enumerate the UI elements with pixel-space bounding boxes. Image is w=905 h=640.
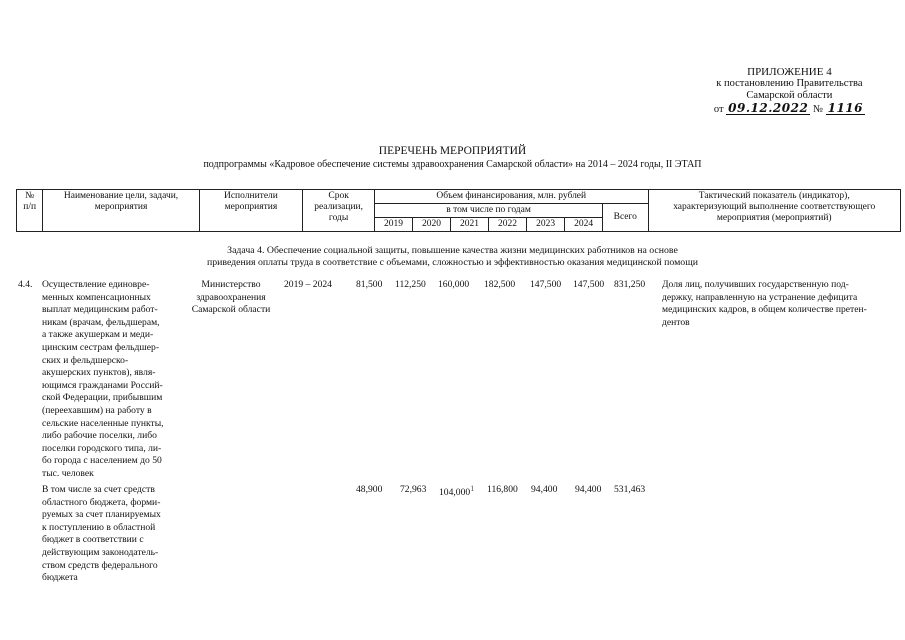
row-44-name-line: (переехавшим) на работу в	[42, 404, 152, 416]
sub-row-name	[42, 484, 181, 585]
row-44-name-line: ской Федерации, прибывшим	[42, 392, 163, 404]
sub-value-2019: 48,900	[356, 484, 383, 495]
indicator-line: держку, направленную на устранение дефицита	[662, 291, 858, 303]
executor-line: Министерство	[201, 279, 261, 290]
col-header-funding: Объем финансирования, млн. рублей	[375, 190, 649, 204]
task-line-2: приведения оплаты труда в соответствие с объемами, сложностью и эффективностью оказания медицинской помощи	[207, 257, 698, 268]
sub-value-2024: 94,400	[575, 484, 602, 495]
value-2020: 112,250	[395, 279, 426, 290]
value-total: 831,250	[614, 279, 646, 290]
sub-name-line: В том числе за счет средств	[42, 484, 155, 495]
row-44-name-line: цинским сестрам фельдшер-	[42, 341, 160, 353]
value-2021: 160,000	[438, 279, 470, 290]
handwritten-date: 09.12.2022	[728, 101, 809, 115]
task-heading	[0, 245, 905, 269]
header-table	[16, 189, 901, 232]
year-header: 2024	[565, 218, 603, 232]
sub-name-line: к поступлению в областной	[42, 521, 156, 533]
sub-name-line: бюджет в соответствии с	[42, 534, 144, 546]
year-header: 2021	[451, 218, 489, 232]
handwritten-number: 1116	[827, 101, 863, 115]
year-header: 2022	[489, 218, 527, 232]
year-header: 2019	[375, 218, 413, 232]
row-44-executor	[183, 279, 279, 317]
appendix-date-line	[714, 102, 865, 116]
col-header-total: Всего	[603, 204, 648, 232]
indicator-line: медицинских кадров, в общем количестве претен-	[662, 304, 867, 316]
indicator-line: Доля лиц, получивших государственную под-	[662, 279, 849, 290]
executor-line: Самарской области	[191, 304, 271, 316]
sub-name-line: бюджета	[42, 572, 78, 584]
document-title: ПЕРЕЧЕНЬ МЕРОПРИЯТИЙ	[378, 145, 527, 157]
indicator-line: дентов	[662, 316, 690, 328]
task-line-1: Задача 4. Обеспечение социальной защиты, повышение качества жизни медицинских работников на основе	[227, 245, 678, 256]
row-44-name-line: поселки городского типа, ли-	[42, 442, 162, 454]
col-header-executors: Исполнители мероприятия	[199, 190, 303, 232]
row-44-name-line: ских и фельдшерско-	[42, 354, 129, 366]
row-44-name-line: тыс. человек	[42, 467, 94, 479]
row-44-name-line: выплат медицинским работ-	[42, 304, 158, 316]
row-44-indicator	[662, 279, 895, 329]
appendix-line-1: к постановлению Правительства	[716, 78, 863, 89]
year-header: 2020	[413, 218, 451, 232]
row-44-name-line: либо рабочие поселки, либо	[42, 430, 157, 442]
appendix-title: ПРИЛОЖЕНИЕ 4	[747, 66, 832, 78]
row-44-name	[42, 279, 181, 481]
sub-name-line: действующим законодатель-	[42, 546, 159, 558]
appendix-block	[714, 66, 865, 116]
appendix-line-2: Самарской области	[746, 90, 833, 101]
sub-value-2022: 116,800	[487, 484, 518, 495]
executor-line: здравоохранения	[196, 291, 266, 303]
row-44-name-line: менных компенсационных	[42, 291, 151, 303]
row-44-term: 2019 – 2024	[284, 279, 332, 290]
row-number: 4.4.	[18, 279, 33, 290]
sub-value-2021: 104,000	[439, 487, 471, 499]
sub-value-2021-wrap	[439, 484, 474, 498]
from-label: от	[713, 104, 724, 115]
footnote-mark: 1	[470, 484, 475, 493]
document-subtitle: подпрограммы «Кадровое обеспечение системы здравоохранения Самарской области» на 2014 – 2024 годы, II ЭТАП	[203, 159, 702, 170]
col-header-by-year: в том числе по годам	[375, 204, 603, 218]
value-2022: 182,500	[484, 279, 516, 290]
col-header-name: Наименование цели, задачи, мероприятия	[43, 190, 199, 232]
row-44-name-line: а также акушеркам и меди-	[42, 329, 154, 341]
value-2019: 81,500	[356, 279, 383, 290]
row-44-name-line: никам (врачам, фельдшерам,	[42, 316, 160, 328]
col-header-term: Срок реализации, годы	[303, 190, 375, 232]
row-44-name-line: акушерских пунктов), явля-	[42, 367, 156, 379]
row-44-name-line: сельские населенные пункты,	[42, 417, 164, 429]
row-44-name-line: Осуществление единовре-	[42, 279, 150, 290]
value-2023: 147,500	[530, 279, 562, 290]
sub-name-line: руемых за счет планируемых	[42, 509, 161, 521]
col-header-num: № п/п	[17, 190, 43, 232]
row-44-name-line: бо города с населением до 50	[42, 455, 162, 467]
sub-name-line: областного бюджета, форми-	[42, 496, 161, 508]
row-44-name-line: ющимся гражданами Россий-	[42, 379, 163, 391]
number-label: №	[812, 104, 823, 115]
year-header: 2023	[527, 218, 565, 232]
sub-value-2020: 72,963	[400, 484, 427, 495]
sub-name-line: ством средств федерального	[42, 559, 158, 571]
sub-value-total: 531,463	[614, 484, 646, 495]
sub-value-2023: 94,400	[531, 484, 558, 495]
col-header-indicator: Тактический показатель (индикатор), характеризующий выполнение соответствующего мероприятия (мероприятий)	[648, 190, 901, 232]
value-2024: 147,500	[573, 279, 605, 290]
